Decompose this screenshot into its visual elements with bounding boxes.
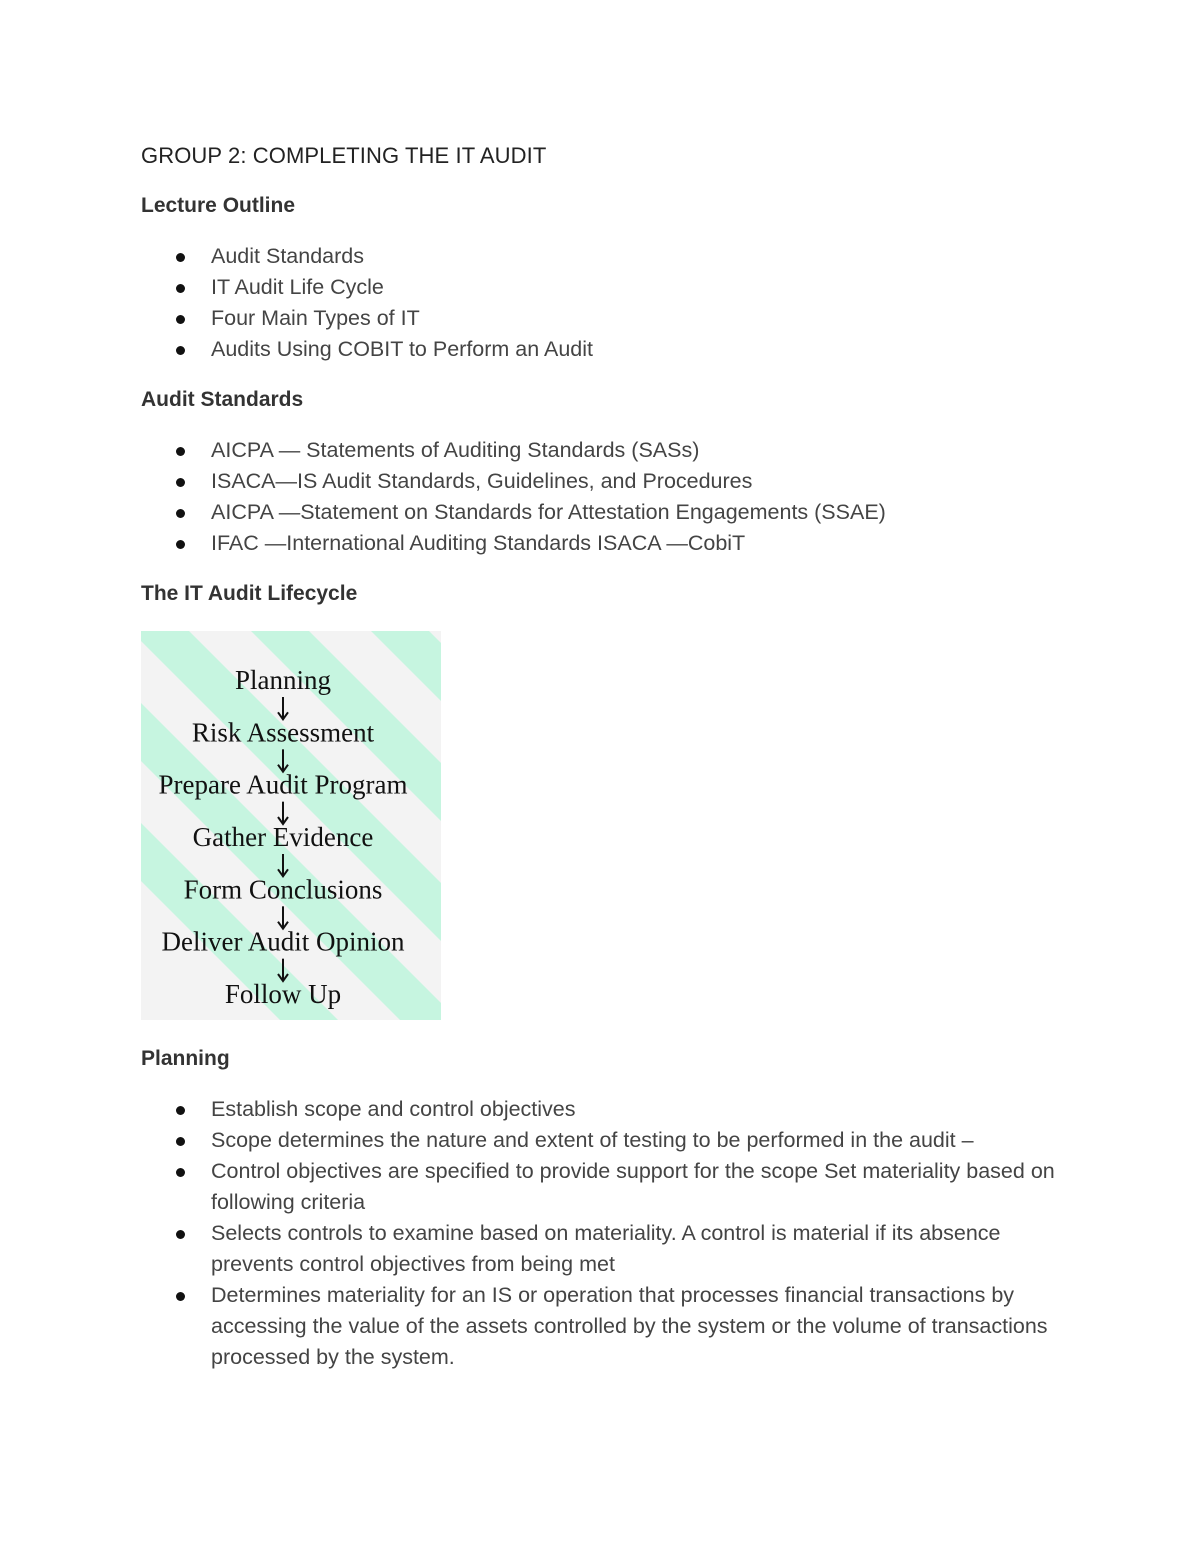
bullet-icon bbox=[176, 284, 185, 293]
list-item-text: Establish scope and control objectives bbox=[211, 1097, 576, 1121]
document-title: GROUP 2: COMPLETING THE IT AUDIT bbox=[141, 143, 547, 168]
lifecycle-step-label: Planning bbox=[234, 665, 332, 695]
bullet-icon bbox=[176, 447, 185, 456]
bullet-icon bbox=[176, 1168, 185, 1177]
lifecycle-step-label: Gather Evidence bbox=[192, 822, 374, 852]
list-item bbox=[141, 1094, 1081, 1125]
bullet-icon bbox=[176, 1230, 185, 1239]
list-item bbox=[141, 1125, 1081, 1156]
bullet-icon bbox=[176, 1137, 185, 1146]
bullet-icon bbox=[176, 1106, 185, 1115]
list-item-text: Four Main Types of IT bbox=[211, 306, 420, 330]
lifecycle-flowchart bbox=[141, 631, 441, 1020]
lifecycle-step-label: Risk Assessment bbox=[191, 717, 375, 748]
lifecycle-step-label: Prepare Audit Program bbox=[158, 769, 408, 800]
list-item bbox=[141, 334, 1081, 365]
list-item-text: Selects controls to examine based on materiality. A control is material if its absence prevents control objectives from being met bbox=[211, 1221, 1001, 1276]
list-item-text: AICPA — Statements of Auditing Standards (SASs) bbox=[211, 438, 700, 462]
lifecycle-step-label: Follow Up bbox=[224, 979, 342, 1009]
planning-heading: Planning bbox=[141, 1047, 230, 1070]
list-item bbox=[141, 303, 1081, 334]
list-item-text: Scope determines the nature and extent of testing to be performed in the audit – bbox=[211, 1128, 974, 1152]
list-item-text: Control objectives are specified to provide support for the scope Set materiality based on following criteria bbox=[211, 1159, 1055, 1214]
list-item bbox=[141, 1280, 1081, 1373]
planning-list bbox=[141, 1094, 1081, 1373]
lecture-outline-list bbox=[141, 241, 1081, 365]
bullet-icon bbox=[176, 509, 185, 518]
list-item-text: IFAC —International Auditing Standards ISACA —CobiT bbox=[211, 531, 746, 555]
list-item bbox=[141, 497, 1081, 528]
bullet-icon bbox=[176, 346, 185, 355]
list-item bbox=[141, 1156, 1081, 1218]
list-item-text: Determines materiality for an IS or operation that processes financial transactions by accessing the value of the assets controlled by the system or the volume of transactions processed by the system. bbox=[211, 1283, 1048, 1369]
bullet-icon bbox=[176, 478, 185, 487]
bullet-icon bbox=[176, 540, 185, 549]
lifecycle-step-label: Form Conclusions bbox=[183, 874, 383, 905]
lifecycle-heading: The IT Audit Lifecycle bbox=[141, 582, 358, 605]
audit-standards-list bbox=[141, 435, 1081, 559]
bullet-icon bbox=[176, 1292, 185, 1301]
lifecycle-diagram bbox=[141, 631, 441, 1020]
lifecycle-step-label: Deliver Audit Opinion bbox=[161, 926, 405, 957]
lecture-outline-heading: Lecture Outline bbox=[141, 194, 296, 217]
list-item-text: IT Audit Life Cycle bbox=[211, 275, 384, 299]
list-item-text: ISACA—IS Audit Standards, Guidelines, and Procedures bbox=[211, 469, 753, 493]
list-item-text: Audits Using COBIT to Perform an Audit bbox=[211, 337, 593, 361]
list-item bbox=[141, 1218, 1081, 1280]
audit-standards-heading: Audit Standards bbox=[141, 388, 304, 411]
bullet-icon bbox=[176, 315, 185, 324]
list-item-text: AICPA —Statement on Standards for Attestation Engagements (SSAE) bbox=[211, 500, 886, 524]
list-item bbox=[141, 435, 1081, 466]
list-item-text: Audit Standards bbox=[211, 244, 364, 268]
list-item bbox=[141, 272, 1081, 303]
list-item bbox=[141, 528, 1081, 559]
list-item bbox=[141, 241, 1081, 272]
bullet-icon bbox=[176, 253, 185, 262]
list-item bbox=[141, 466, 1081, 497]
document-page bbox=[141, 140, 1081, 1373]
